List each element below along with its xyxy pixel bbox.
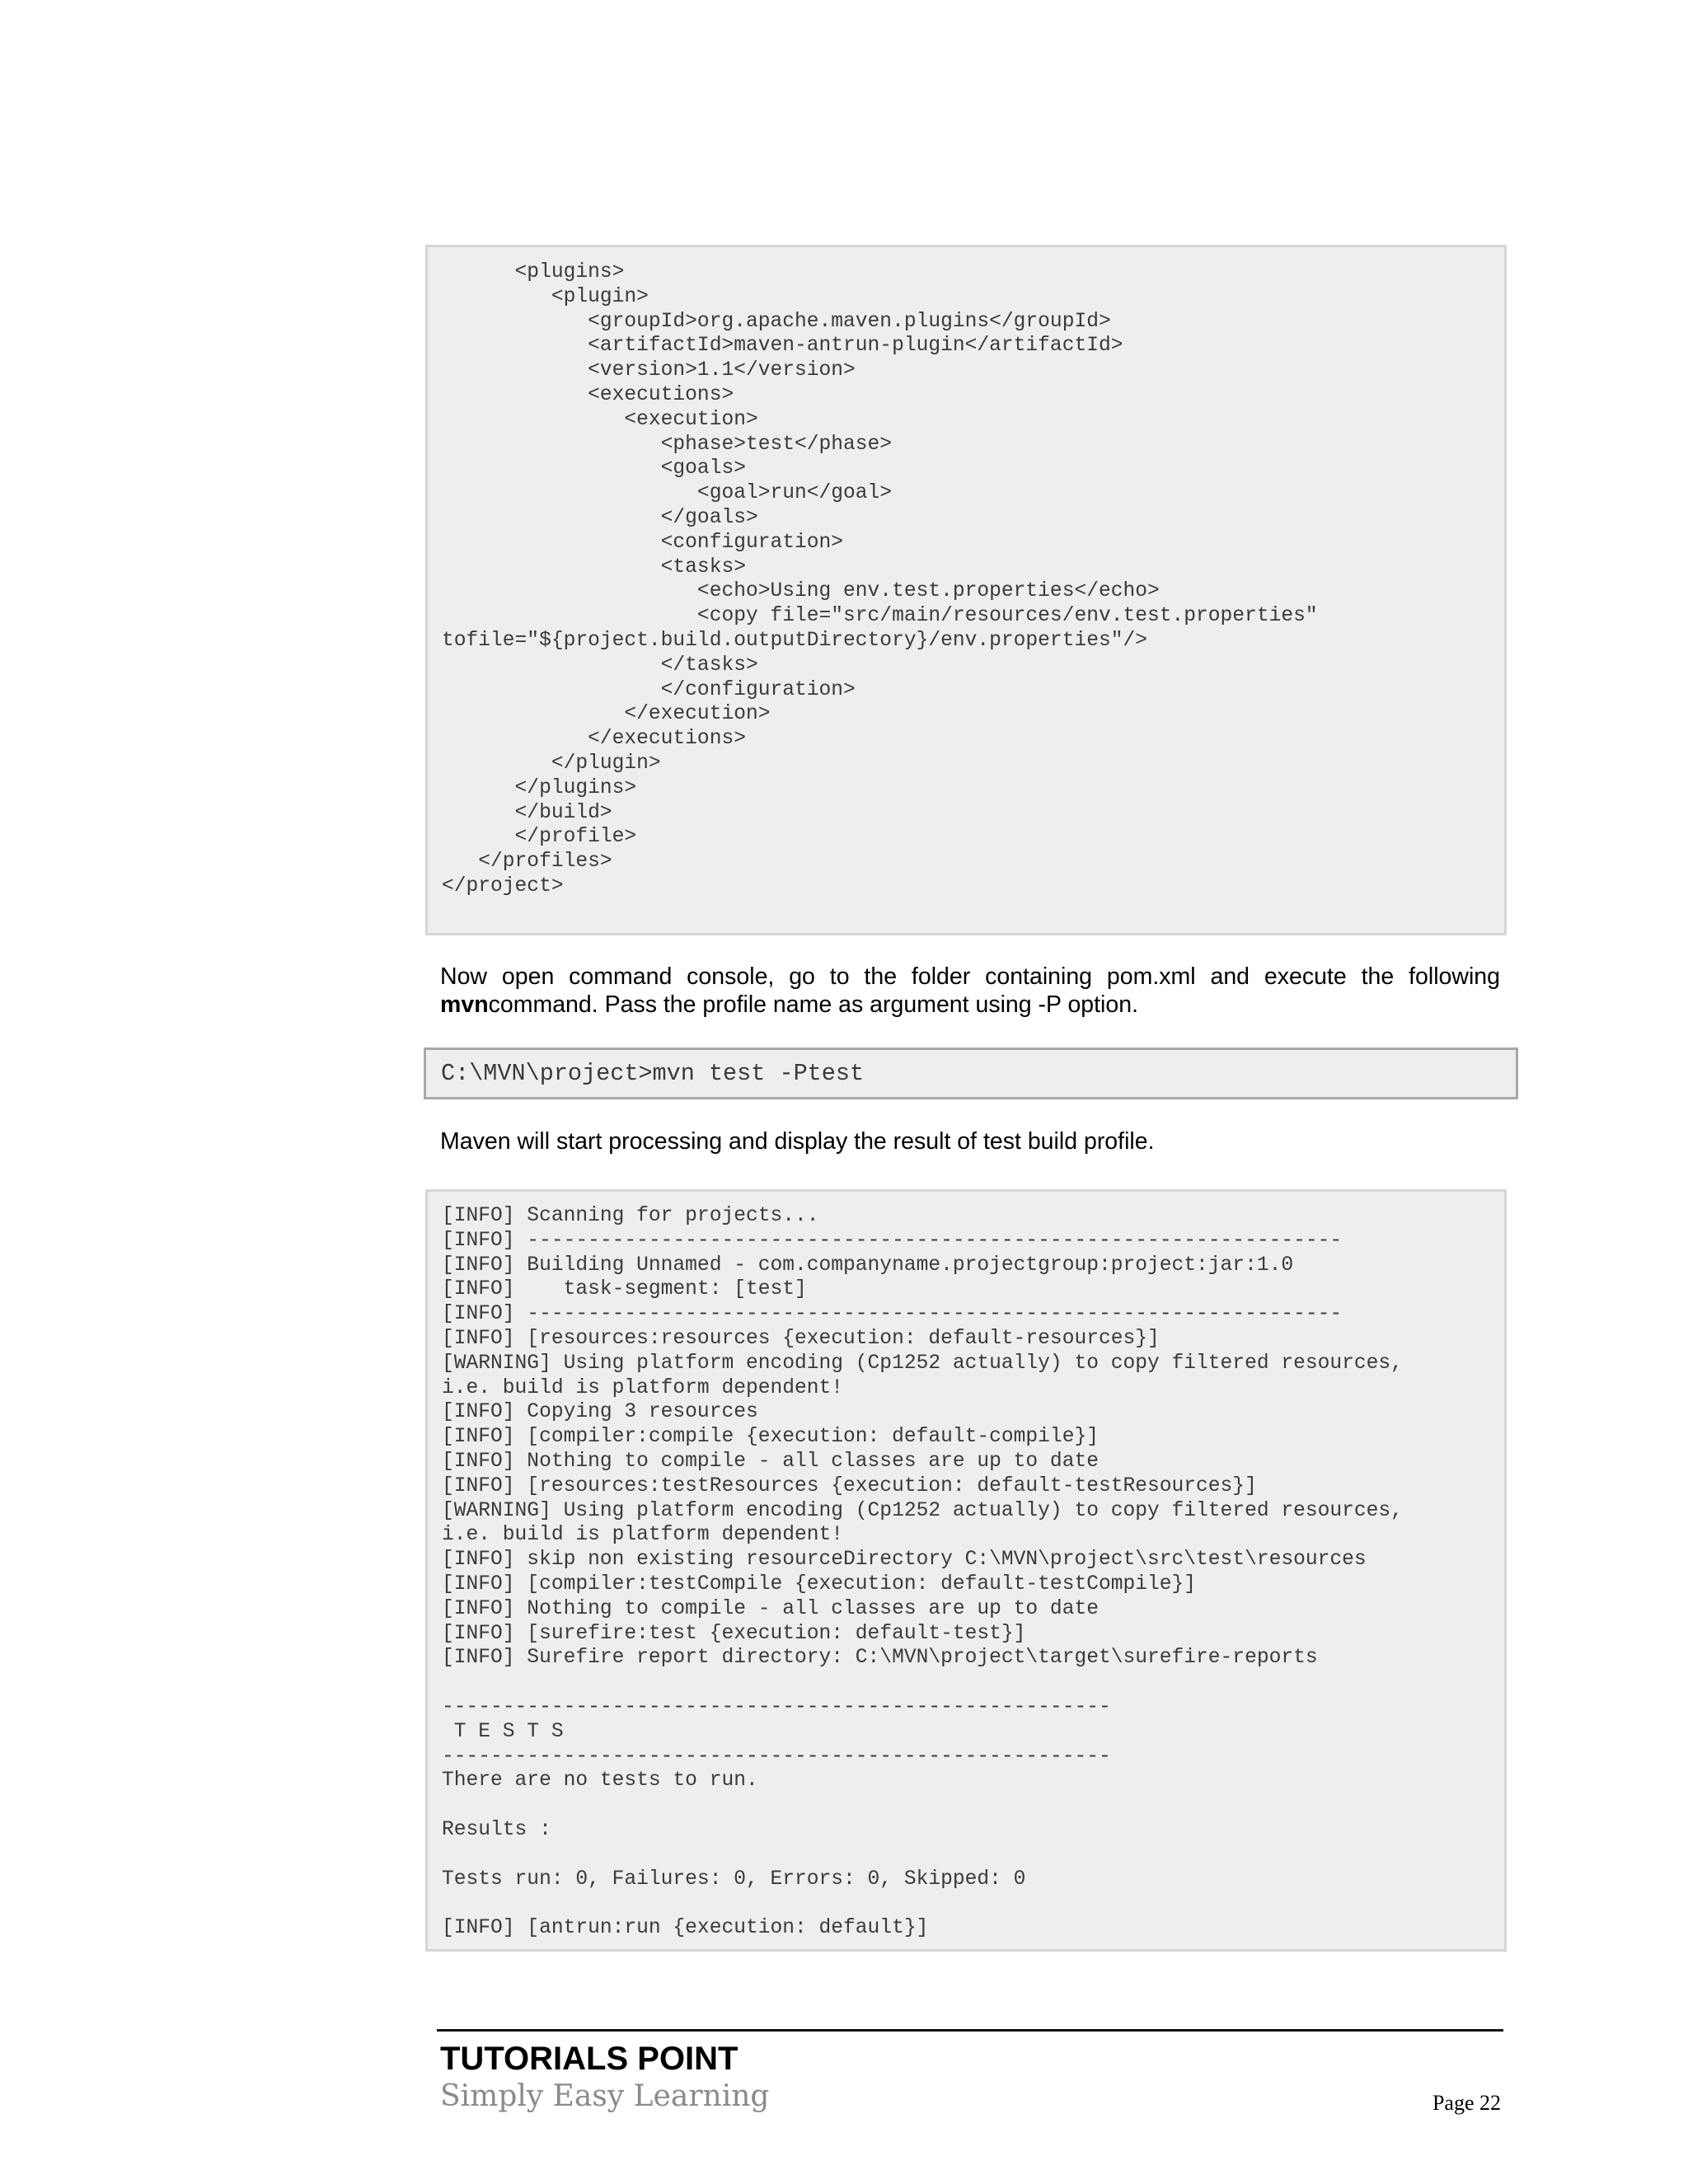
page-number: Page 22	[1432, 2091, 1501, 2115]
command-box	[424, 1047, 1518, 1099]
instruction-text-end: command. Pass the profile name as argument using -P option.	[488, 991, 1139, 1018]
instruction-text-bold: mvn	[440, 991, 489, 1018]
instruction-paragraph	[440, 963, 1500, 1019]
instruction-text-start: Now open command console, go to the folder containing pom.xml and execute the following	[440, 963, 1500, 990]
footer-tagline: Simply Easy Learning	[440, 2079, 770, 2113]
pom-xml-code-text: <plugins> <plugin> <groupId>org.apache.maven.plugins</groupId> <artifactId>maven-antrun-plugin</artifactId> <version>1.1</version> <executions> <execution> <phase>test</phase> <goals> <goal>run</goal> </goals> <configuration> <tasks> <echo>Using env.test.properties</echo> <copy file="src/main/resources/env.test.properties" tofile="${project.build.outputDirectory}/env.properties"/> </tasks> </configuration> </execution> </executions> </plugin> </plugins> </build> </profile> </profiles> </project>	[442, 261, 1318, 898]
command-text: C:\MVN\project>mvn test -Ptest	[441, 1060, 865, 1087]
maven-output-code-block	[425, 1189, 1507, 1952]
footer-brand: TUTORIALS POINT	[440, 2041, 738, 2077]
result-intro-paragraph: Maven will start processing and display the result of test build profile.	[440, 1128, 1155, 1155]
footer-divider	[437, 2029, 1503, 2032]
pom-xml-code-block	[425, 245, 1507, 935]
maven-output-text: [INFO] Scanning for projects... [INFO] ------------------------------------------------------------------- [INFO] Building Unnamed - com.companyname.projectgroup:project:jar:1.0 [INFO] task-segment: [test] [INFO] ------------------------------------------------------------------- [INFO] [resources:resources {execution: default-resources}] [WARNING] Using platform encoding (Cp1252 actually) to copy filtered resources, i.e. build is platform dependent! [INFO] Copying 3 resources [INFO] [compiler:compile {execution: default-compile}] [INFO] Nothing to compile - all classes are up to date [INFO] [resources:testResources {execution: default-testResources}] [WARNING] Using platform encoding (Cp1252 actually) to copy filtered resources, i.e. build is platform dependent! [INFO] skip non existing resourceDirectory C:\MVN\project\src\test\resources [INFO] [compiler:testCompile {execution: default-testCompile}] [INFO] Nothing to compile - all classes are up to date [INFO] [surefire:test {execution: default-test}] [INFO] Surefire report directory: C:\MVN\project\target\surefire-reports ------------------------------------------------------- T E S T S ------------------------------------------------------- There are no tests to run. Results : Tests run: 0, Failures: 0, Errors: 0, Skipped: 0 [INFO] [antrun:run {execution: default}]	[442, 1205, 1403, 1940]
